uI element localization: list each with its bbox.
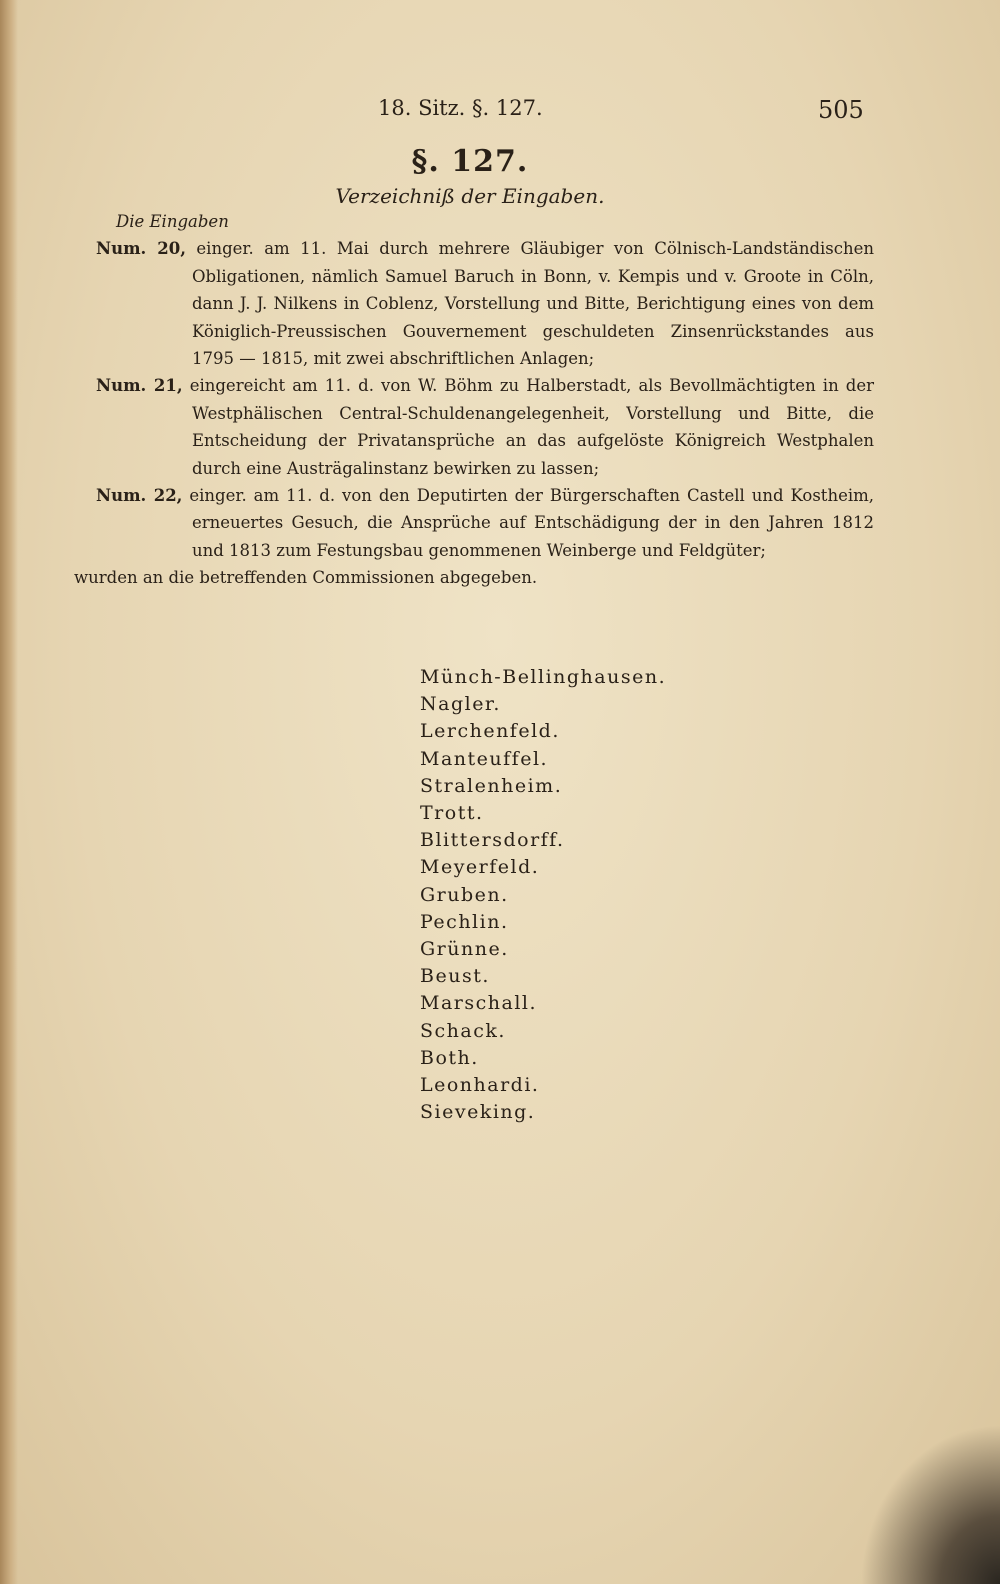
signature: Meyerfeld. — [420, 856, 540, 879]
signature: Schack. — [420, 1019, 506, 1042]
section-number: §. 127. — [411, 144, 529, 179]
signature: Blittersdorff. — [420, 829, 565, 852]
entry-num-20 — [74, 235, 874, 372]
signature: Pechlin. — [420, 910, 509, 933]
signature: Trott. — [420, 802, 484, 825]
signature: Stralenheim. — [420, 774, 563, 797]
signature-list — [420, 664, 666, 1126]
entry-num-21 — [74, 372, 874, 482]
entry-text: eingereicht am 11. d. von W. Böhm zu Halberstadt, als Bevollmächtigten in der Westphälischen Central-Schuldenangelegenheit, Vorstellung und Bitte, die Entscheidung der Privatansprüche an das aufgelöste Königreich Westphalen durch eine Austrägalinstanz bewirken zu lassen; — [189, 376, 875, 478]
body-text — [74, 208, 874, 592]
intro-line: Die Eingaben — [116, 212, 229, 231]
running-title: 18. Sitz. §. 127. — [378, 96, 543, 120]
signature: Beust. — [420, 965, 490, 988]
running-header — [0, 96, 1000, 128]
signature: Sieveking. — [420, 1101, 536, 1124]
signature: Nagler. — [420, 693, 501, 716]
signature: Both. — [420, 1046, 479, 1069]
page-number: 505 — [818, 96, 864, 124]
signature: Marschall. — [420, 992, 538, 1015]
book-spine-edge — [0, 0, 18, 1584]
entry-lead: Num. 20, — [96, 239, 186, 259]
section-title: Verzeichniß der Eingaben. — [335, 184, 605, 208]
signature: Lerchenfeld. — [420, 720, 560, 743]
entry-lead: Num. 22, — [96, 486, 183, 506]
entry-text: einger. am 11. Mai durch mehrere Gläubiger von Cölnisch-Landständischen Obligationen, nämlich Samuel Baruch in Bonn, v. Kempis und v. Groote in Cöln, dann J. J. Nilkens in Coblenz, Vorstellung und Bitte, Berichtigung eines von dem Königlich-Preussischen Gouvernement geschuldeten Zinsenrückstandes aus 1795 — 1815, mit zwei abschriftlichen Anlagen; — [192, 239, 875, 369]
signature: Manteuffel. — [420, 747, 549, 770]
corner-stain — [860, 1424, 1000, 1584]
entry-lead: Num. 21, — [96, 376, 183, 396]
signature: Leonhardi. — [420, 1074, 540, 1097]
signature: Grünne. — [420, 938, 509, 961]
signature: Gruben. — [420, 883, 509, 906]
entry-text: einger. am 11. d. von den Deputirten der Bürgerschaften Castell und Kostheim, erneuertes Gesuch, die Ansprüche auf Entschädigung der in den Jahren 1812 und 1813 zum Festungsbau genommenen Weinberge und Feldgüter; — [189, 486, 874, 560]
closing-line: wurden an die betreffenden Commissionen abgegeben. — [74, 568, 538, 588]
signature: Münch-Bellinghausen. — [420, 666, 667, 688]
entry-num-22 — [74, 482, 874, 564]
